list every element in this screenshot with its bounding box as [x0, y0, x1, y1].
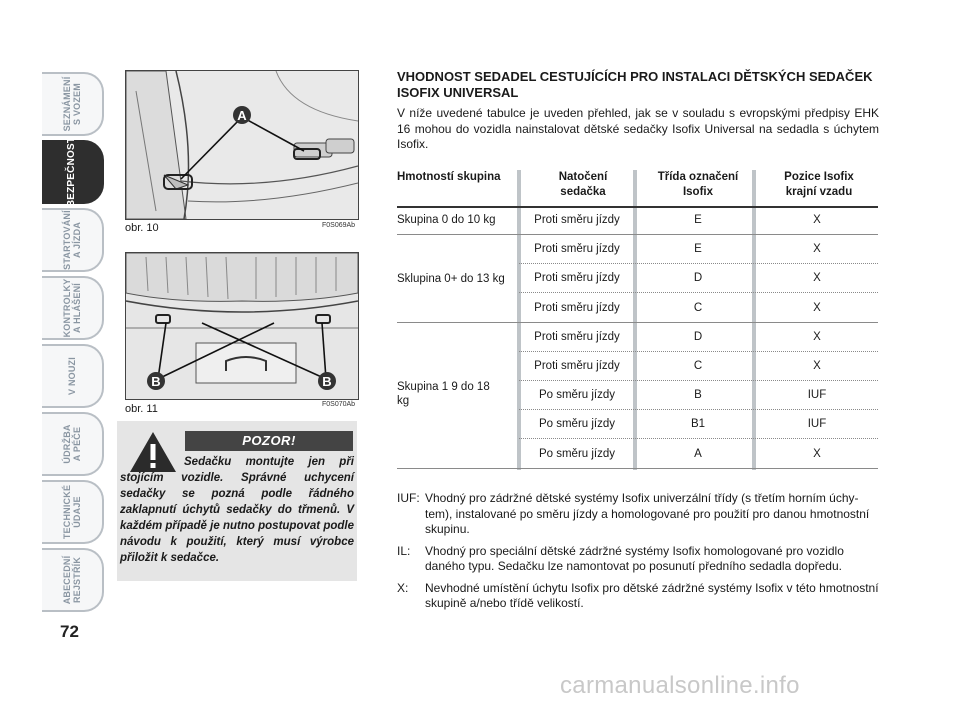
- position-cell: X: [813, 214, 821, 226]
- tab-kontrolky[interactable]: [42, 276, 104, 340]
- orientation-cell: Proti směru jízdy: [534, 272, 620, 285]
- isofix-seat-illustration: [126, 71, 358, 219]
- note-item: [397, 544, 879, 575]
- intro-paragraph: V níže uvedené tabulce je uveden přehled, jak se v souladu s evropskými předpisy EHK 16 mohou do vozidla nainstalovat dětské sedačky Isofix Universal na sedadla s úchytem Isofix.: [397, 106, 879, 151]
- isofix-table: [397, 170, 878, 470]
- position-cell: X: [813, 360, 821, 372]
- tab-technicke[interactable]: [42, 480, 104, 544]
- table-group-rule: [397, 234, 878, 235]
- position-cell: X: [813, 301, 821, 314]
- position-cell: X: [813, 272, 821, 285]
- table-row-rule: [519, 438, 878, 439]
- page-number: 72: [60, 622, 79, 641]
- marker-a: A: [237, 108, 247, 123]
- figure-isofix-b: [125, 252, 359, 400]
- class-cell: D: [693, 272, 703, 285]
- figure-caption: obr. 11: [125, 403, 158, 415]
- class-cell: B: [694, 389, 702, 402]
- group-cell: Sklupina 0+ do 13 kg: [397, 273, 505, 285]
- orientation-cell: Proti směru jízdy: [534, 243, 620, 256]
- note-key: IL:: [397, 543, 411, 558]
- marker-b-left: B: [151, 374, 161, 389]
- class-cell: B1: [690, 418, 706, 431]
- orientation-cell: Po směru jízdy: [538, 447, 616, 460]
- figure-caption: obr. 10: [125, 222, 159, 234]
- tab-udrzba[interactable]: [42, 412, 104, 476]
- tab-bezpecnost[interactable]: [42, 136, 104, 208]
- note-text: Vhodný pro speciální dětské zádržné systémy Isofix homologované pro vozidlo daného typu. Sedačku lze namontovat po posunutí předního sedadla dopředu.: [425, 543, 844, 573]
- table-row-rule: [519, 380, 878, 381]
- class-cell: D: [693, 330, 703, 343]
- header-group: Hmotností skupina: [397, 171, 501, 183]
- orientation-cell: Po směru jízdy: [538, 389, 616, 402]
- table-row-rule: [519, 409, 878, 410]
- tab-label: ÚDRŽBA A PÉČE: [62, 424, 82, 464]
- note-item: [397, 581, 879, 612]
- tab-label: V NOUZI: [67, 357, 77, 395]
- group-cell: Skupina 1 9 do 18 kg: [397, 381, 490, 407]
- class-cell: E: [694, 214, 702, 226]
- warning-title: POZOR!: [185, 431, 353, 451]
- tab-startovani[interactable]: [42, 208, 104, 272]
- section-heading: VHODNOST SEDADEL CESTUJÍCÍCH PRO INSTALACI DĚTSKÝCH SEDAČEK ISOFIX UNIVERSAL: [397, 69, 873, 100]
- tab-v-nouzi[interactable]: [42, 344, 104, 408]
- class-cell: C: [693, 360, 703, 372]
- note-text: Vhodný pro zádržné dětské systémy Isofix univerzální třídy (s třetím horním úchytem), instalované po směru jízdy a homologované pro použití pro danou hmotnostní skupinu.: [425, 491, 870, 536]
- orientation-cell: Proti směru jízdy: [534, 214, 620, 226]
- class-cell: E: [694, 243, 702, 256]
- header-orientation: Natočení sedačka: [558, 171, 608, 198]
- header-position: Pozice Isofix krajní vzadu: [784, 171, 854, 198]
- figure-isofix-a: [125, 70, 359, 220]
- orientation-cell: Proti směru jízdy: [534, 360, 620, 372]
- table-header-rule: [397, 206, 878, 208]
- table-row-rule: [519, 292, 878, 293]
- position-cell: IUF: [807, 389, 827, 402]
- note-key: X:: [397, 580, 409, 595]
- orientation-cell: Po směru jízdy: [538, 418, 616, 431]
- position-cell: IUF: [807, 418, 827, 431]
- note-key: IUF:: [397, 491, 420, 505]
- orientation-cell: Proti směru jízdy: [534, 330, 620, 343]
- header-class: Třída označení Isofix: [657, 171, 739, 198]
- table-row-rule: [519, 351, 878, 352]
- group-cell: Skupina 0 do 10 kg: [397, 214, 496, 226]
- table-group-rule: [397, 322, 878, 323]
- tab-label: ABECEDNÍ REJSTŘÍK: [62, 555, 82, 605]
- position-cell: X: [813, 243, 821, 256]
- table-column-bar: [517, 170, 521, 470]
- table-column-bar: [633, 170, 637, 470]
- tab-label: SEZNÁMENÍ S VOZEM: [62, 76, 82, 132]
- position-cell: X: [813, 330, 821, 343]
- tab-label: TECHNICKÉ ÚDAJE: [62, 484, 82, 540]
- class-cell: A: [694, 447, 702, 460]
- class-cell: C: [693, 301, 703, 314]
- watermark: carmanualsonline.info: [560, 672, 800, 699]
- note-item: [397, 491, 879, 538]
- warning-text: Sedačku montujte jen při stojícím vozidle. Správné uchycení sedačky se pozná podle řádného zaklapnutí úchytů sedačky do třmenů. V každém případě je nutno postupovat podle návodu k použití, který musí výrobce přiložit k sedačce.: [120, 456, 354, 564]
- note-text: Nevhodné umístění úchytu Isofix pro dětské zádržné systémy Isofix v této hmotnostní skupině a/nebo třídě velikostí.: [425, 580, 879, 610]
- tab-seznameni[interactable]: [42, 72, 104, 136]
- tab-label: BEZPEČNOST: [66, 136, 77, 208]
- figure-code: F0S069Ab: [322, 222, 356, 229]
- tab-label: KONTROLKY A HLÁŠENÍ: [62, 278, 82, 338]
- marker-b-right: B: [322, 374, 332, 389]
- tab-rejstrik[interactable]: [42, 548, 104, 612]
- isofix-rear-seat-illustration: [126, 253, 358, 399]
- table-group-rule: [397, 468, 878, 469]
- tab-label: STARTOVÁNÍ A JÍZDA: [62, 210, 82, 270]
- table-row-rule: [519, 263, 878, 264]
- notes: [397, 491, 879, 618]
- position-cell: X: [813, 447, 821, 460]
- figure-code: F0S070Ab: [322, 401, 356, 408]
- orientation-cell: Proti směru jízdy: [534, 301, 620, 314]
